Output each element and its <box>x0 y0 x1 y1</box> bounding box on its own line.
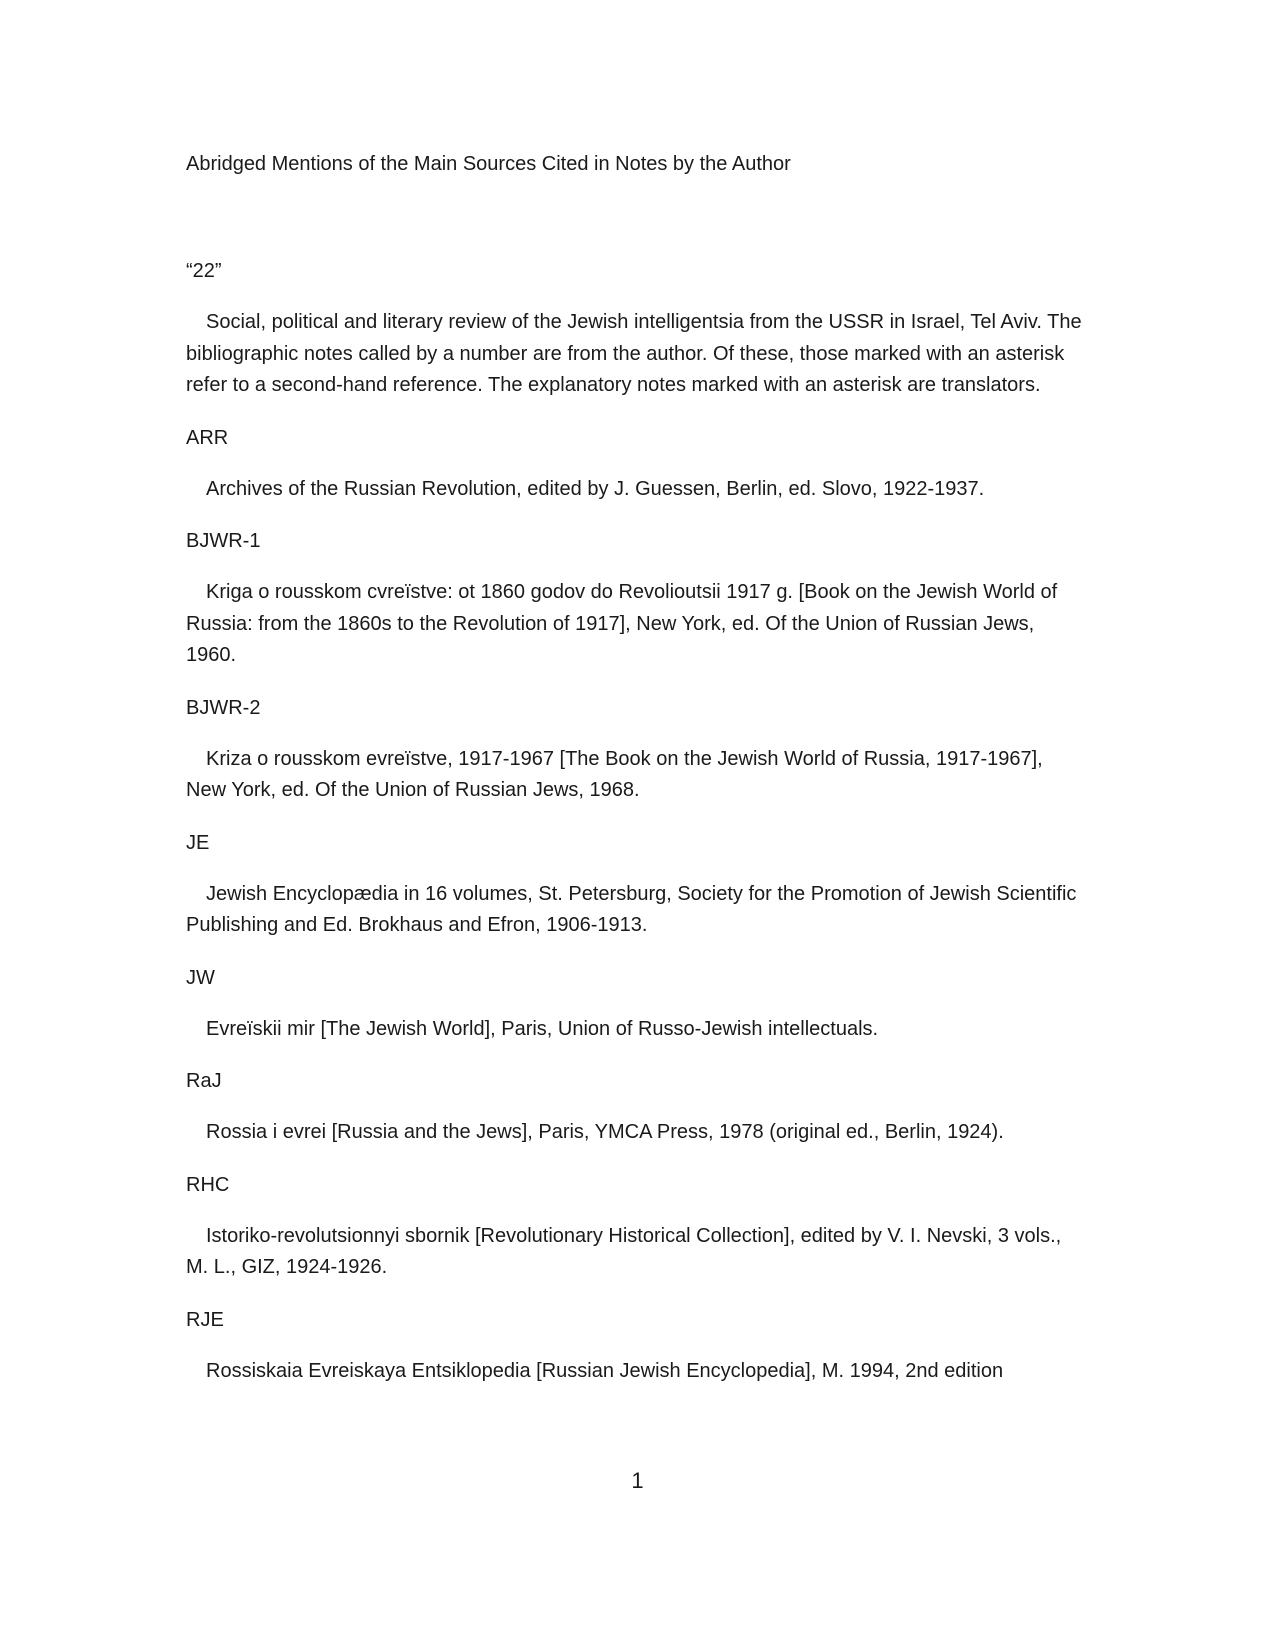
source-abbreviation: BJWR-2 <box>186 696 261 719</box>
source-abbreviation: ARR <box>186 426 229 449</box>
source-entry-22 <box>186 255 1086 402</box>
source-description: Rossia i evrei [Russia and the Jews], Paris, YMCA Press, 1978 (original ed., Berlin, 1924). <box>206 1121 1004 1143</box>
source-abbreviation: JE <box>186 831 210 854</box>
source-description: Kriza o rousskom evreïstve, 1917-1967 [The Book on the Jewish World of Russia, 1917-1967], New York, ed. Of the Union of Russian Jews, 1968. <box>186 747 1043 801</box>
source-entry-rje <box>186 1304 1086 1388</box>
source-abbreviation: RHC <box>186 1173 230 1196</box>
source-description: Archives of the Russian Revolution, edited by J. Guessen, Berlin, ed. Slovo, 1922-1937. <box>206 477 985 500</box>
source-description: Evreïskii mir [The Jewish World], Paris, Union of Russo-Jewish intellectuals. <box>206 1017 879 1040</box>
source-description: Social, political and literary review of the Jewish intelligentsia from the USSR in Israel, Tel Aviv. The bibliographic notes called by a number are from the author. Of these, those marked with an asterisk refer to a second-hand reference. The explanatory notes marked with an asterisk are translators. <box>186 311 1082 396</box>
source-entry-je <box>186 827 1086 942</box>
source-abbreviation: BJWR-1 <box>186 530 261 552</box>
source-description: Rossiskaia Evreiskaya Entsiklopedia [Russian Jewish Encyclopedia], M. 1994, 2nd edition <box>206 1359 1004 1382</box>
source-entry-raj <box>186 1065 1086 1149</box>
source-entry-bjwr-2 <box>186 692 1086 807</box>
source-abbreviation: “22” <box>186 260 222 282</box>
source-entry-bjwr-1 <box>186 525 1086 672</box>
source-description: Jewish Encyclopædia in 16 volumes, St. Petersburg, Society for the Promotion of Jewish Scientific Publishing and Ed. Brokhaus and Efron, 1906-1913. <box>186 882 1077 936</box>
document-title: Abridged Mentions of the Main Sources Cited in Notes by the Author <box>186 153 791 175</box>
source-description: Kriga o rousskom cvreïstve: ot 1860 godov do Revolioutsii 1917 g. [Book on the Jewish World of Russia: from the 1860s to the Revolution of 1917], New York, ed. Of the Union of Russian Jews, 1960. <box>186 581 1058 666</box>
source-entry-arr <box>186 422 1086 506</box>
source-description: Istoriko-revolutsionnyi sbornik [Revolutionary Historical Collection], edited by V. I. Nevski, 3 vols., M. L., GIZ, 1924-1926. <box>186 1224 1062 1278</box>
source-entry-rhc <box>186 1169 1086 1284</box>
sources-list <box>186 255 1086 1407</box>
source-entry-jw <box>186 962 1086 1046</box>
source-abbreviation: JW <box>186 966 215 989</box>
source-abbreviation: RJE <box>186 1308 224 1331</box>
source-abbreviation: RaJ <box>186 1070 222 1092</box>
page-number: 1 <box>631 1468 644 1493</box>
